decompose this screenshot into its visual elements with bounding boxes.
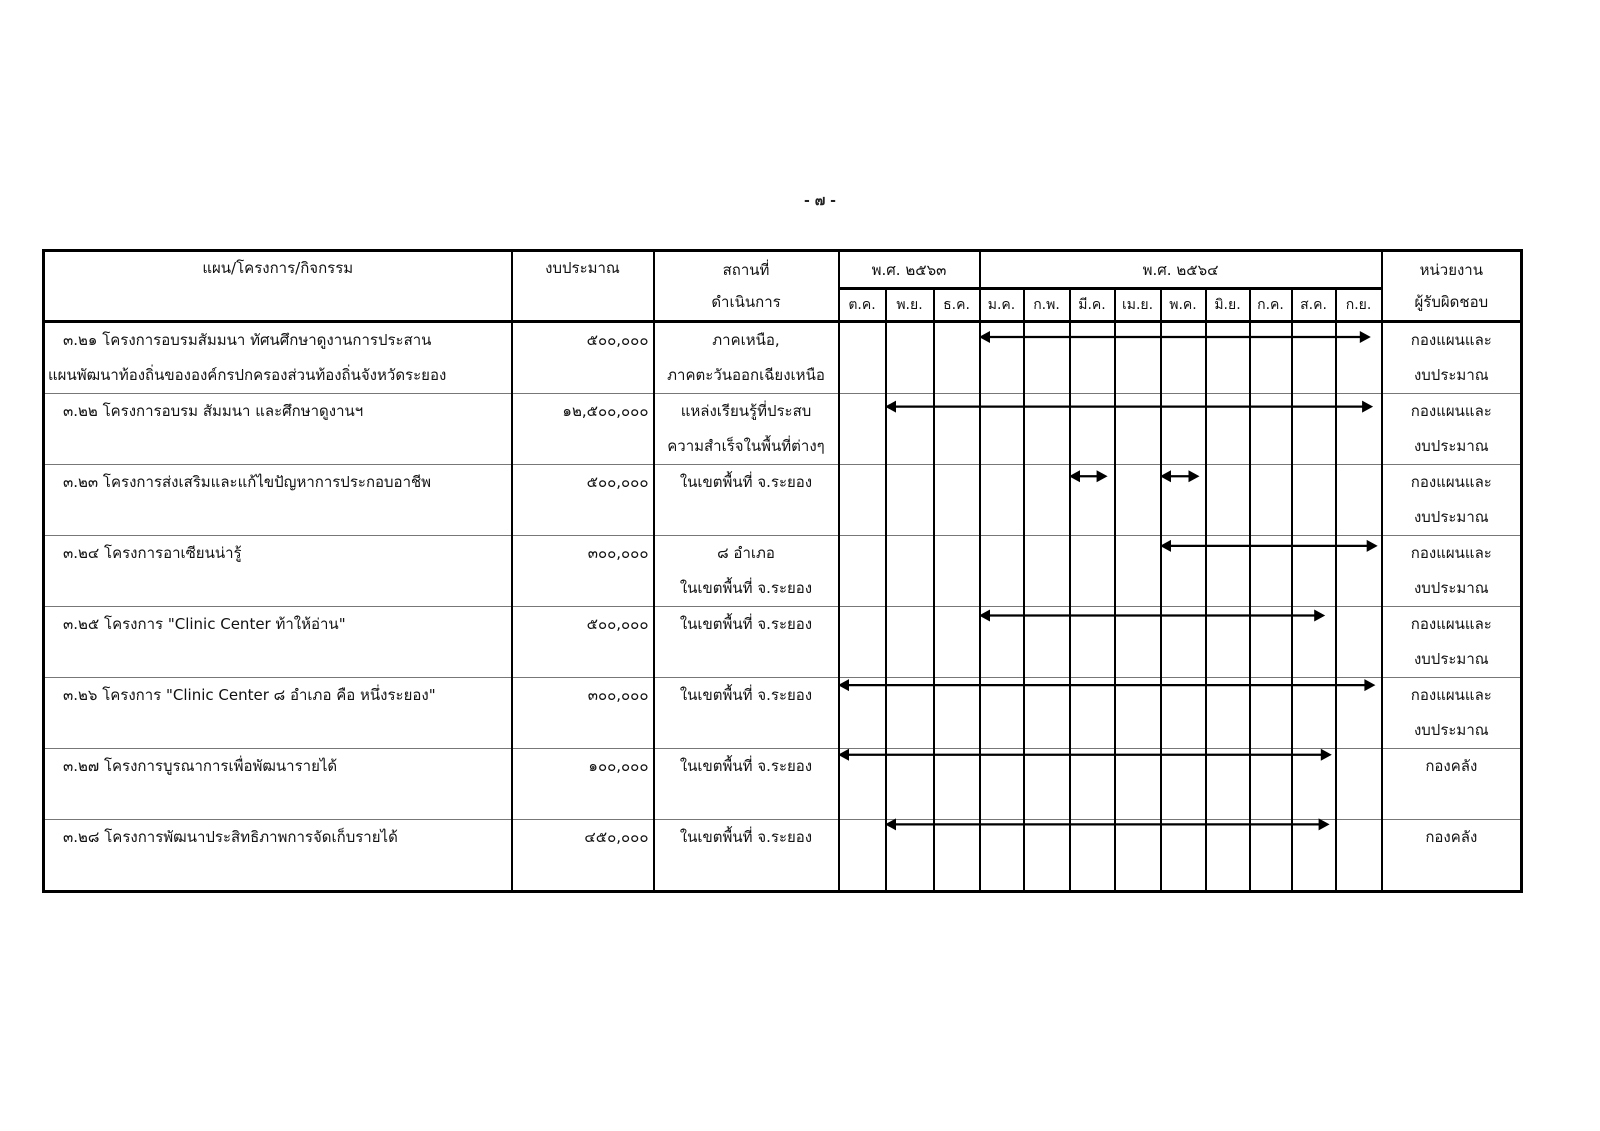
month-cell — [1024, 820, 1070, 892]
header-year-2564: พ.ศ. ๒๕๖๔ — [980, 251, 1382, 289]
owner-cell — [1382, 749, 1522, 820]
month-cell — [1292, 607, 1336, 678]
budget-cell-line: ๕๐๐,๐๐๐ — [586, 615, 649, 633]
budget-cell — [512, 322, 654, 394]
month-cell — [1161, 536, 1206, 607]
activity-cell-line — [45, 429, 511, 464]
header-owner-line1: หน่วยงาน — [1419, 261, 1483, 279]
activity-cell-line — [45, 784, 511, 819]
activity-cell-line — [45, 855, 511, 890]
month-cell — [1206, 678, 1250, 749]
header-month: ธ.ค. — [934, 289, 980, 322]
place-cell-line: ในเขตพื้นที่ จ.ระยอง — [679, 473, 813, 491]
place-cell-line: ภาคตะวันออกเฉียงเหนือ — [667, 366, 825, 384]
table-row — [44, 322, 1522, 394]
owner-cell-line: กองแผนและ — [1410, 686, 1492, 704]
header-month: ก.พ. — [1024, 289, 1070, 322]
owner-cell — [1382, 322, 1522, 394]
budget-cell — [512, 820, 654, 892]
month-cell — [1336, 749, 1382, 820]
place-cell — [654, 322, 839, 394]
month-cell — [1115, 465, 1161, 536]
month-cell — [1336, 536, 1382, 607]
month-cell — [1336, 678, 1382, 749]
month-cell — [1250, 536, 1292, 607]
budget-cell — [512, 749, 654, 820]
month-cell — [1070, 394, 1115, 465]
month-cell — [1024, 607, 1070, 678]
month-cell — [1070, 820, 1115, 892]
place-cell-line: แหล่งเรียนรู้ที่ประสบ — [680, 402, 812, 420]
header-month: มิ.ย. — [1206, 289, 1250, 322]
owner-cell — [1382, 394, 1522, 465]
month-cell — [1250, 465, 1292, 536]
owner-cell-line: งบประมาณ — [1413, 721, 1489, 739]
month-cell — [1250, 678, 1292, 749]
month-cell — [934, 394, 980, 465]
table-row — [44, 394, 1522, 465]
header-month: พ.ย. — [886, 289, 934, 322]
month-cell — [934, 465, 980, 536]
header-place-line2: ดำเนินการ — [711, 293, 781, 311]
header-year-2563: พ.ศ. ๒๕๖๓ — [839, 251, 980, 289]
table-row — [44, 820, 1522, 892]
month-cell — [980, 536, 1024, 607]
place-cell-line — [655, 642, 838, 677]
month-cell — [1070, 536, 1115, 607]
month-cell — [1292, 394, 1336, 465]
month-cell — [886, 749, 934, 820]
activity-cell — [44, 536, 512, 607]
activity-cell-line: ๓.๒๒ โครงการอบรม สัมมนา และศึกษาดูงานฯ — [63, 402, 364, 420]
month-cell — [1206, 322, 1250, 394]
month-cell — [1161, 394, 1206, 465]
budget-cell-line: ๓๐๐,๐๐๐ — [587, 686, 649, 704]
project-schedule-table — [42, 249, 1523, 893]
month-cell — [1336, 465, 1382, 536]
month-cell — [980, 820, 1024, 892]
month-cell — [1024, 536, 1070, 607]
place-cell-line — [655, 784, 838, 819]
month-cell — [1292, 465, 1336, 536]
budget-cell — [512, 607, 654, 678]
table-row — [44, 678, 1522, 749]
budget-cell-line: ๕๐๐,๐๐๐ — [586, 331, 649, 349]
header-owner — [1382, 251, 1522, 322]
month-cell — [1206, 749, 1250, 820]
header-place-line1: สถานที่ — [722, 261, 770, 279]
budget-cell-line: ๕๐๐,๐๐๐ — [586, 473, 649, 491]
table-row — [44, 536, 1522, 607]
month-cell — [980, 749, 1024, 820]
place-cell — [654, 607, 839, 678]
month-cell — [839, 678, 886, 749]
owner-cell-line: กองแผนและ — [1410, 331, 1492, 349]
budget-cell — [512, 678, 654, 749]
place-cell — [654, 394, 839, 465]
month-cell — [1070, 465, 1115, 536]
header-month: ต.ค. — [839, 289, 886, 322]
budget-cell-line: ๑๐๐,๐๐๐ — [588, 757, 649, 775]
month-cell — [839, 607, 886, 678]
month-cell — [1336, 607, 1382, 678]
month-cell — [1024, 749, 1070, 820]
place-cell — [654, 678, 839, 749]
owner-cell — [1382, 820, 1522, 892]
table-row — [44, 749, 1522, 820]
month-cell — [1024, 465, 1070, 536]
budget-cell — [512, 465, 654, 536]
activity-cell-line — [45, 571, 511, 606]
header-activity-label: แผน/โครงการ/กิจกรรม — [202, 259, 354, 277]
activity-cell-line: ๓.๒๔ โครงการอาเซียนน่ารู้ — [63, 544, 242, 562]
owner-cell-line: กองคลัง — [1425, 757, 1478, 775]
month-cell — [1250, 820, 1292, 892]
activity-cell-line: ๓.๒๕ โครงการ "Clinic Center ท้าให้อ่าน" — [63, 615, 346, 633]
month-cell — [1206, 536, 1250, 607]
month-cell — [1161, 322, 1206, 394]
place-cell-line: ในเขตพื้นที่ จ.ระยอง — [679, 686, 813, 704]
activity-cell — [44, 465, 512, 536]
month-cell — [1292, 678, 1336, 749]
month-cell — [839, 820, 886, 892]
header-budget — [512, 251, 654, 322]
activity-cell-line: ๓.๒๑ โครงการอบรมสัมมนา ทัศนศึกษาดูงานการประสาน — [63, 331, 432, 349]
month-cell — [839, 536, 886, 607]
owner-cell — [1382, 465, 1522, 536]
place-cell-line: ในเขตพื้นที่ จ.ระยอง — [679, 828, 813, 846]
owner-cell-line: งบประมาณ — [1413, 579, 1489, 597]
month-cell — [1115, 678, 1161, 749]
header-budget-label: งบประมาณ — [545, 259, 620, 277]
month-cell — [1336, 820, 1382, 892]
activity-cell-line: ๓.๒๖ โครงการ "Clinic Center ๘ อำเภอ คือ หนึ่งระยอง" — [63, 686, 436, 704]
activity-cell — [44, 678, 512, 749]
place-cell-line: ในเขตพื้นที่ จ.ระยอง — [679, 579, 813, 597]
month-cell — [1161, 607, 1206, 678]
owner-cell-line: กองแผนและ — [1410, 615, 1492, 633]
place-cell-line: ในเขตพื้นที่ จ.ระยอง — [679, 757, 813, 775]
place-cell — [654, 820, 839, 892]
activity-cell-line: ๓.๒๘ โครงการพัฒนาประสิทธิภาพการจัดเก็บรายได้ — [63, 828, 398, 846]
activity-cell — [44, 607, 512, 678]
month-cell — [1250, 607, 1292, 678]
month-cell — [1115, 322, 1161, 394]
month-cell — [886, 394, 934, 465]
table-row — [44, 465, 1522, 536]
owner-cell — [1382, 678, 1522, 749]
month-cell — [934, 678, 980, 749]
owner-cell-line: งบประมาณ — [1413, 508, 1489, 526]
month-cell — [839, 322, 886, 394]
month-cell — [1206, 394, 1250, 465]
month-cell — [1070, 607, 1115, 678]
month-cell — [980, 678, 1024, 749]
month-cell — [1161, 820, 1206, 892]
header-activity — [44, 251, 512, 322]
owner-cell-line: กองแผนและ — [1410, 544, 1492, 562]
place-cell — [654, 536, 839, 607]
budget-cell-line: ๔๕๐,๐๐๐ — [584, 828, 649, 846]
activity-cell-line — [45, 713, 511, 748]
activity-cell — [44, 322, 512, 394]
budget-cell — [512, 536, 654, 607]
month-cell — [886, 607, 934, 678]
month-cell — [1024, 394, 1070, 465]
header-owner-line2: ผู้รับผิดชอบ — [1414, 293, 1489, 311]
activity-cell-line — [45, 500, 511, 535]
owner-cell-line: กองแผนและ — [1410, 402, 1492, 420]
budget-cell — [512, 394, 654, 465]
month-cell — [980, 394, 1024, 465]
month-cell — [1206, 465, 1250, 536]
month-cell — [980, 607, 1024, 678]
table-row — [44, 607, 1522, 678]
budget-cell-line: ๓๐๐,๐๐๐ — [587, 544, 649, 562]
month-cell — [1161, 749, 1206, 820]
activity-cell-line: แผนพัฒนาท้องถิ่นขององค์กรปกครองส่วนท้องถิ่นจังหวัดระยอง — [48, 366, 447, 384]
month-cell — [1250, 322, 1292, 394]
month-cell — [886, 322, 934, 394]
month-cell — [1336, 322, 1382, 394]
month-cell — [1115, 536, 1161, 607]
owner-cell-line: กองแผนและ — [1410, 473, 1492, 491]
month-cell — [1115, 607, 1161, 678]
owner-cell-line — [1383, 855, 1521, 890]
header-month: มี.ค. — [1070, 289, 1115, 322]
month-cell — [1206, 607, 1250, 678]
month-cell — [1292, 322, 1336, 394]
header-month: ก.ย. — [1336, 289, 1382, 322]
month-cell — [1250, 394, 1292, 465]
owner-cell-line: งบประมาณ — [1413, 366, 1489, 384]
activity-cell — [44, 394, 512, 465]
owner-cell-line: กองคลัง — [1425, 828, 1478, 846]
month-cell — [1161, 678, 1206, 749]
activity-cell-line: ๓.๒๓ โครงการส่งเสริมและแก้ไขปัญหาการประกอบอาชีพ — [63, 473, 432, 491]
activity-cell-line: ๓.๒๗ โครงการบูรณาการเพื่อพัฒนารายได้ — [63, 757, 338, 775]
header-month: ส.ค. — [1292, 289, 1336, 322]
month-cell — [1336, 394, 1382, 465]
month-cell — [1292, 749, 1336, 820]
month-cell — [839, 749, 886, 820]
owner-cell-line — [1383, 784, 1521, 819]
month-cell — [934, 749, 980, 820]
month-cell — [1161, 465, 1206, 536]
month-cell — [1070, 749, 1115, 820]
month-cell — [1206, 820, 1250, 892]
month-cell — [1115, 394, 1161, 465]
month-cell — [934, 607, 980, 678]
month-cell — [1070, 322, 1115, 394]
month-cell — [1292, 536, 1336, 607]
month-cell — [839, 465, 886, 536]
owner-cell — [1382, 536, 1522, 607]
month-cell — [886, 465, 934, 536]
month-cell — [886, 678, 934, 749]
header-place — [654, 251, 839, 322]
month-cell — [1292, 820, 1336, 892]
page-number: - ๗ - — [804, 193, 836, 209]
owner-cell-line: งบประมาณ — [1413, 437, 1489, 455]
month-cell — [934, 820, 980, 892]
month-cell — [886, 820, 934, 892]
header-month: พ.ค. — [1161, 289, 1206, 322]
month-cell — [934, 322, 980, 394]
month-cell — [1250, 749, 1292, 820]
place-cell-line — [655, 855, 838, 890]
budget-cell-line: ๑๒,๕๐๐,๐๐๐ — [562, 402, 649, 420]
owner-cell-line: งบประมาณ — [1413, 650, 1489, 668]
month-cell — [1115, 820, 1161, 892]
month-cell — [1024, 322, 1070, 394]
header-month: ม.ค. — [980, 289, 1024, 322]
place-cell-line — [655, 713, 838, 748]
activity-cell — [44, 749, 512, 820]
month-cell — [1115, 749, 1161, 820]
header-month: ก.ค. — [1250, 289, 1292, 322]
header-month: เม.ย. — [1115, 289, 1161, 322]
activity-cell — [44, 820, 512, 892]
place-cell — [654, 465, 839, 536]
place-cell-line: ความสำเร็จในพื้นที่ต่างๆ — [667, 437, 825, 455]
month-cell — [980, 322, 1024, 394]
month-cell — [934, 536, 980, 607]
place-cell-line: ในเขตพื้นที่ จ.ระยอง — [679, 615, 813, 633]
month-cell — [1070, 678, 1115, 749]
month-cell — [839, 394, 886, 465]
activity-cell-line — [45, 642, 511, 677]
place-cell-line: ๘ อำเภอ — [717, 544, 775, 562]
place-cell-line — [655, 500, 838, 535]
month-cell — [1024, 678, 1070, 749]
month-cell — [980, 465, 1024, 536]
place-cell-line: ภาคเหนือ, — [712, 331, 780, 349]
place-cell — [654, 749, 839, 820]
month-cell — [886, 536, 934, 607]
owner-cell — [1382, 607, 1522, 678]
